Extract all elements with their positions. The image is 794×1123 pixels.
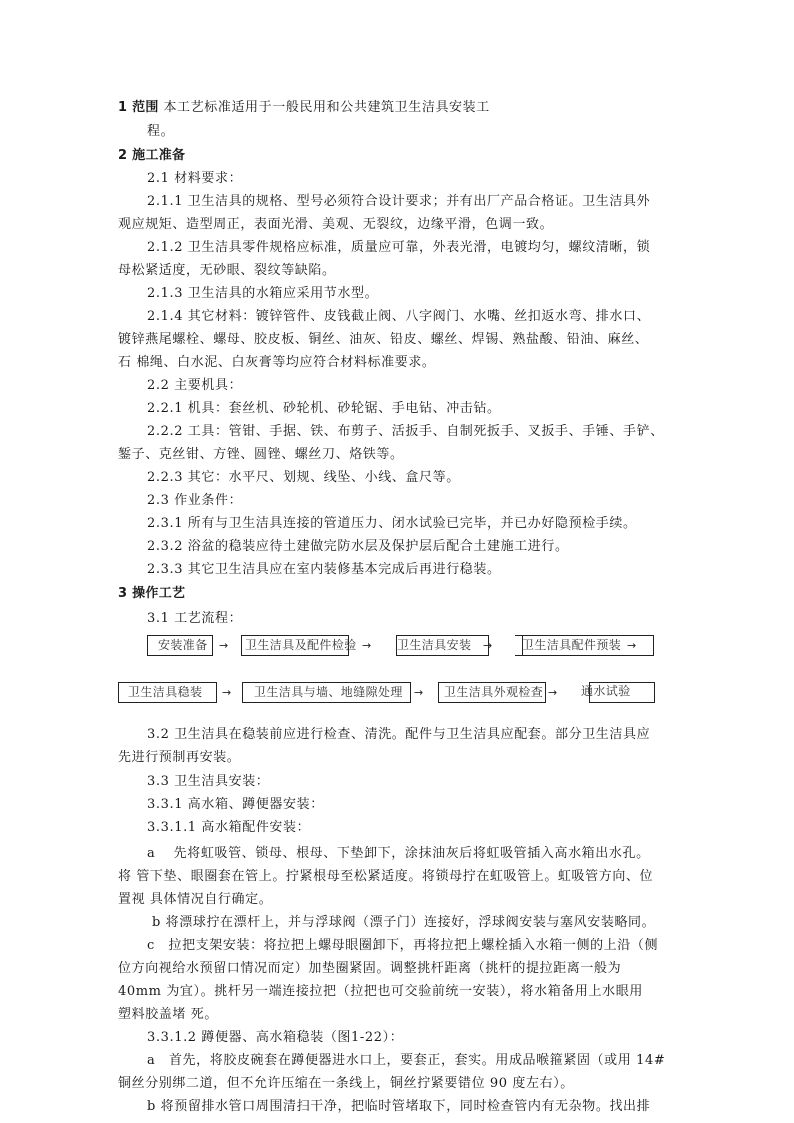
flow-step-8	[568, 682, 656, 703]
section-title: 操作工艺	[132, 586, 186, 601]
para-2-2-2-line1: 2.2.2 工具：管钳、手据、铁、布剪子、活扳手、自制死扳手、叉扳手、手锤、手铲、	[147, 424, 664, 439]
para-a-line3: 置视 具体情况自行确定。	[118, 892, 273, 907]
para-2-3-1: 2.3.1 所有与卫生洁具连接的管道压力、闭水试验已完毕，并已办好隐预检手续。	[147, 516, 637, 531]
para-c-line4: 塑料胶盖堵 死。	[118, 1007, 218, 1022]
subsection-2-3: 2.3 作业条件：	[147, 493, 243, 508]
flow-step-5: 卫生洁具稳装	[118, 682, 217, 703]
subsection-3-3-1-1: 3.3.1.1 高水箱配件安装：	[147, 820, 311, 835]
para-c-line2: 位方向视给水预留口情况而定）加垫圈紧固。调整挑杆距离（挑杆的提拉距离一般为	[118, 961, 622, 976]
para-c-line1: c 拉把支架安装：将拉把上螺母眼圈卸下，再将拉把上螺栓插入水箱一侧的上沿（侧	[147, 938, 659, 953]
flow-step-7: 卫生洁具外观检查	[438, 682, 546, 703]
para-2-1-2-line2: 母松紧适度，无砂眼、裂纹等缺陷。	[118, 263, 336, 278]
para-c-line3: 40mm 为宜）。挑杆另一端连接拉把（拉把也可交验前统一安装），将水箱备用上水眼用	[118, 984, 643, 999]
para-b: b 将漂球拧在漂杆上，并与浮球阀（漂子门）连接好，浮球阀安装与塞风安装略同。	[152, 915, 656, 930]
arrow-right-icon: →	[222, 686, 232, 699]
flow-step-6: 卫生洁具与墙、地缝隙处理	[242, 682, 411, 703]
flow-step-2: 卫生洁具及配件检验	[241, 635, 349, 656]
para-2-1-1-line2: 观应规矩、造型周正，表面光滑、美观、无裂纹，边缘平滑，色调一致。	[118, 217, 554, 232]
para-qb-line1: b 将预留排水管口周围清扫干净，把临时管堵取下，同时检查管内有无杂物。找出排	[147, 1099, 651, 1114]
para-2-1-4-line1: 2.1.4 其它材料：镀锌管件、皮钱截止阀、八字阀门、水嘴、丝扣返水弯、排水口、	[147, 309, 651, 324]
para-a-line1: a 先将虹吸管、锁母、根母、下垫卸下，涂抹油灰后将虹吸管插入高水箱出水孔。	[147, 846, 650, 861]
flow-step-3: 卫生洁具安装	[396, 635, 489, 656]
section-number: 2	[118, 148, 128, 163]
flow-step-8-label: 通水试验	[581, 684, 631, 698]
para-3-2-line1: 3.2 卫生洁具在稳装前应进行检查、清洗。配件与卫生洁具应配套。部分卫生洁具应	[147, 727, 651, 742]
section-number: 1	[118, 100, 128, 115]
para-2-1-4-line3: 石 棉绳、白水泥、白灰膏等均应符合材料标准要求。	[118, 355, 436, 370]
para-2-3-3: 2.3.3 其它卫生洁具应在室内装修基本完成后再进行稳装。	[147, 562, 501, 577]
section-number: 3	[118, 586, 128, 601]
subsection-3-3-1: 3.3.1 高水箱、蹲便器安装：	[147, 797, 324, 812]
section-1-text: 本工艺标准适用于一般民用和公共建筑卫生洁具安装工	[163, 100, 490, 115]
section-title: 范围	[132, 100, 159, 115]
subsection-2-2: 2.2 主要机具：	[147, 378, 243, 393]
flow-step-4-label: 卫生洁具配件预装	[522, 638, 622, 652]
section-1-heading	[118, 100, 490, 116]
subsection-3-1: 3.1 工艺流程：	[147, 611, 243, 626]
arrow-right-icon: →	[483, 639, 493, 652]
subsection-3-3: 3.3 卫生洁具安装：	[147, 774, 270, 789]
section-title: 施工准备	[132, 148, 186, 163]
para-qa-line2: 铜丝分别绑二道，但不允许压缩在一条线上，铜丝拧紧要错位 90 度左右）。	[118, 1076, 574, 1091]
subsection-2-1: 2.1 材料要求：	[147, 171, 243, 186]
flow-step-1: 安装准备	[147, 635, 213, 656]
section-1-text-cont: 程。	[147, 124, 175, 139]
para-2-2-2-line2: 錾子、克丝钳、方锉、圆锉、螺丝刀、烙铁等。	[118, 447, 404, 462]
para-2-1-4-line2: 镀锌燕尾螺栓、螺母、胶皮板、铜丝、油灰、铅皮、螺丝、焊锡、熟盐酸、铅油、麻丝、	[118, 332, 649, 347]
arrow-right-icon: →	[219, 639, 229, 652]
para-qa-line1: a 首先，将胶皮碗套在蹲便器进水口上，要套正，套实。用成品喉箍紧固（或用 14#	[147, 1053, 666, 1068]
para-2-3-2: 2.3.2 浴盆的稳装应待土建做完防水层及保护层后配合土建施工进行。	[147, 539, 569, 554]
arrow-right-icon: →	[548, 686, 558, 699]
section-3-heading	[118, 586, 185, 602]
para-2-2-3: 2.2.3 其它：水平尺、划规、线坠、小线、盒尺等。	[147, 470, 460, 485]
para-2-1-2-line1: 2.1.2 卫生洁具零件规格应标准，质量应可靠，外表光滑，电镀均匀，螺纹清晰，锁	[147, 240, 651, 255]
arrow-right-icon: →	[362, 639, 372, 652]
para-a-line2: 将 管下垫、眼圈套在管上。拧紧根母至松紧适度。将锁母拧在虹吸管上。虹吸管方向、位	[118, 869, 654, 884]
arrow-right-icon: →	[414, 686, 424, 699]
para-3-2-line2: 先进行预制再安装。	[118, 750, 241, 765]
para-2-1-1-line1: 2.1.1 卫生洁具的规格、型号必须符合设计要求；并有出厂产品合格证。卫生洁具外	[147, 194, 651, 209]
para-2-1-3: 2.1.3 卫生洁具的水箱应采用节水型。	[147, 286, 379, 301]
arrow-right-icon: →	[627, 639, 637, 652]
para-2-2-1: 2.2.1 机具：套丝机、砂轮机、砂轮锯、手电钻、冲击钻。	[147, 401, 501, 416]
section-2-heading	[118, 148, 185, 164]
subsection-3-3-1-2: 3.3.1.2 蹲便器、高水箱稳装（图1-22）：	[147, 1030, 404, 1045]
